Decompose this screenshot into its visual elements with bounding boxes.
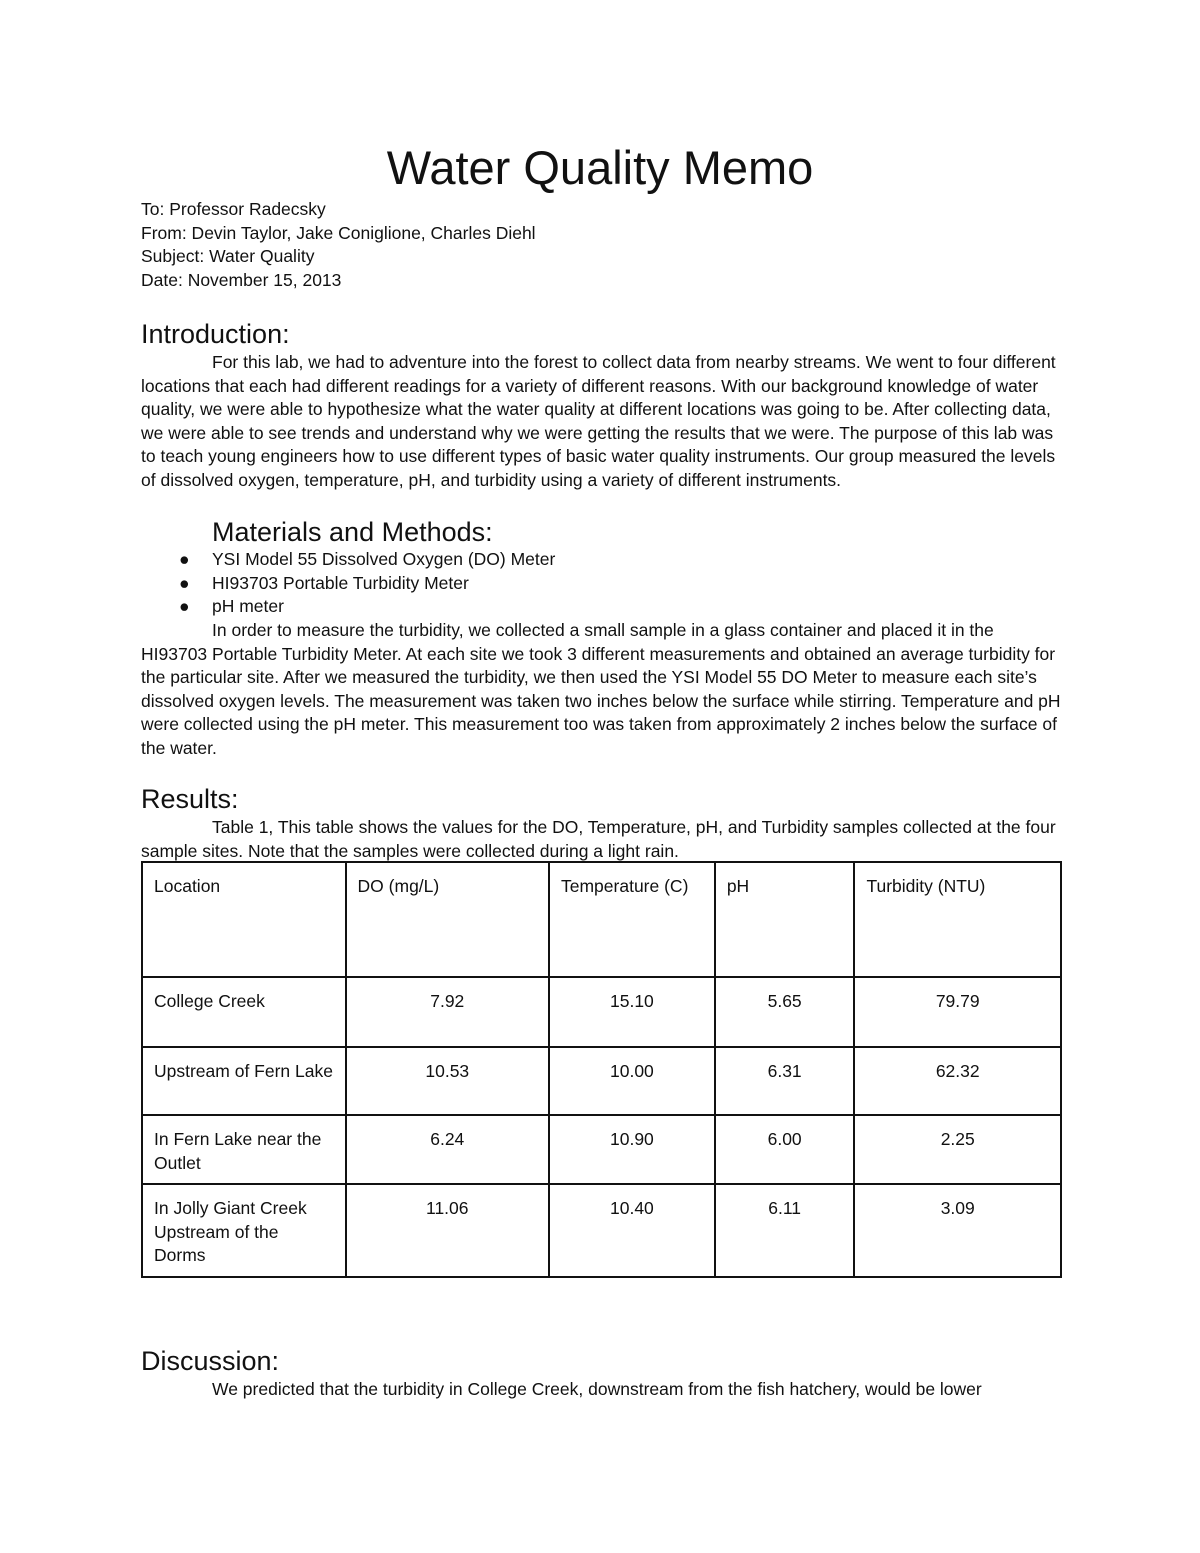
column-header-ph: pH: [715, 862, 855, 977]
location-cell: College Creek: [142, 977, 346, 1047]
discussion-heading: Discussion:: [141, 1346, 280, 1376]
column-header-do: DO (mg/L): [346, 862, 549, 977]
turbidity-cell: 3.09: [854, 1184, 1061, 1277]
ph-cell: 6.00: [715, 1115, 855, 1184]
discussion-text: We predicted that the turbidity in College Creek, downstream from the fish hatchery, would be lower: [212, 1379, 982, 1399]
introduction-text: For this lab, we had to adventure into the forest to collect data from nearby streams. We went to four different locations that each had different readings for a variety of different reasons. With our background knowledge of water quality, we were able to hypothesize what the water quality at different locations was going to be. After collecting data, we were able to see trends and understand why we were getting the results that we were. The purpose of this lab was to teach young engineers how to use different types of basic water quality instruments. Our group measured the levels of dissolved oxygen, temperature, pH, and turbidity using a variety of different instruments.: [141, 352, 1056, 490]
bullet-icon: ●: [179, 549, 190, 569]
temperature-cell: 15.10: [549, 977, 715, 1047]
location-cell: In Fern Lake near the Outlet: [142, 1115, 346, 1184]
memo-date: Date: November 15, 2013: [141, 269, 342, 290]
list-item-label: YSI Model 55 Dissolved Oxygen (DO) Meter: [212, 549, 556, 569]
memo-header: [141, 198, 536, 292]
column-header-turbidity: Turbidity (NTU): [854, 862, 1061, 977]
ph-cell: 5.65: [715, 977, 855, 1047]
bullet-icon: ●: [179, 572, 190, 593]
methods-heading: Materials and Methods:: [212, 517, 493, 547]
turbidity-cell: 2.25: [854, 1115, 1061, 1184]
turbidity-cell: 79.79: [854, 977, 1061, 1047]
list-item: [141, 548, 555, 572]
memo-title: Water Quality Memo: [386, 141, 814, 194]
methods-text: In order to measure the turbidity, we collected a small sample in a glass container and placed it in the HI93703 Portable Turbidity Meter. At each site we took 3 different measurements and obtained an average turbidity for the particular site. After we measured the turbidity, we then used the YSI Model 55 DO Meter to measure each site’s dissolved oxygen levels. The measurement was taken two inches below the surface while stirring. Temperature and pH were collected using the pH meter. This measurement too was taken from approximately 2 inches below the surface of the water.: [141, 620, 1061, 758]
bullet-icon: ●: [179, 596, 190, 616]
memo-to: To: Professor Radecsky: [141, 199, 326, 219]
table-row: [142, 1115, 1061, 1184]
results-table: [141, 861, 1062, 1278]
list-item-label: pH meter: [212, 596, 284, 616]
ph-cell: 6.31: [715, 1047, 855, 1115]
list-item: [141, 595, 555, 619]
temperature-cell: 10.40: [549, 1184, 715, 1277]
memo-subject: Subject: Water Quality: [141, 246, 315, 266]
memo-from: From: Devin Taylor, Jake Coniglione, Charles Diehl: [141, 222, 536, 243]
do-cell: 11.06: [346, 1184, 549, 1277]
table-row: [142, 1184, 1061, 1277]
list-item: [141, 572, 555, 596]
column-header-location: Location: [142, 862, 346, 977]
list-item-label: HI93703 Portable Turbidity Meter: [212, 572, 469, 593]
table-caption: Table 1, This table shows the values for the DO, Temperature, pH, and Turbidity samples collected at the four sample sites. Note that the samples were collected during a light rain.: [141, 817, 1056, 861]
do-cell: 10.53: [346, 1047, 549, 1115]
ph-cell: 6.11: [715, 1184, 855, 1277]
location-cell: Upstream of Fern Lake: [142, 1047, 346, 1115]
do-cell: 6.24: [346, 1115, 549, 1184]
materials-list: [141, 548, 555, 619]
introduction-heading: Introduction:: [141, 319, 290, 349]
table-row: [142, 1047, 1061, 1115]
column-header-temperature: Temperature (C): [549, 862, 715, 977]
temperature-cell: 10.00: [549, 1047, 715, 1115]
table-header-row: [142, 862, 1061, 977]
temperature-cell: 10.90: [549, 1115, 715, 1184]
do-cell: 7.92: [346, 977, 549, 1047]
turbidity-cell: 62.32: [854, 1047, 1061, 1115]
table-row: [142, 977, 1061, 1047]
location-cell: In Jolly Giant Creek Upstream of the Dorms: [142, 1184, 346, 1277]
results-heading: Results:: [141, 784, 239, 814]
